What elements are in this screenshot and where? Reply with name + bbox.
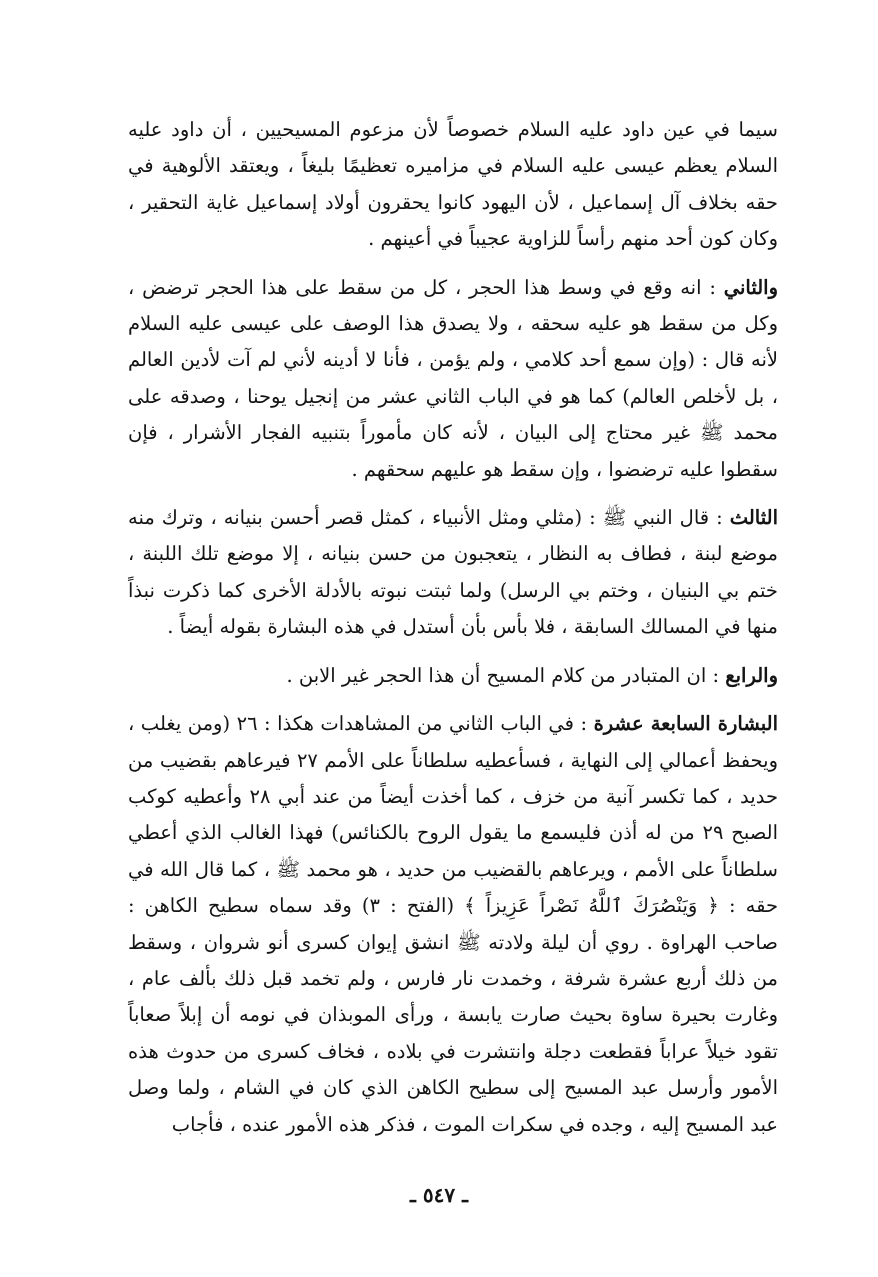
paragraph-1 bbox=[128, 112, 778, 258]
paragraph-4 bbox=[128, 658, 778, 694]
paragraph-5-text: : في الباب الثاني من المشاهدات هكذا : ٢٦ (ومن يغلب ، ويحفظ أعمالي إلى النهاية ، فسأعطيه سلطاناً على الأمم ٢٧ فيرعاهم بقضيب من حديد ، كما تكسر آنية من خزف ، كما أخذت أيضاً من عند أبي ٢٨ وأعطيه كوكب الصبح ٢٩ من له أذن فليسمع ما يقول الروح بالكنائس) فهذا الغالب الذي أعطي سلطاناً على الأمم ، ويرعاهم بالقضيب من حديد ، هو محمد ﷺ ، كما قال الله في حقه : ﴿ وَيَنْصُرَكَ ٱللَّهُ نَصْراً عَزِيزاً ﴾ (الفتح : ٣) وقد سماه سطيح الكاهن : صاحب الهراوة . روي أن ليلة ولادته ﷺ انشق إيوان كسرى أنو شروان ، وسقط من ذلك أربع عشرة شرفة ، وخمدت نار فارس ، ولم تخمد قبل ذلك بألف عام ، وغارت بحيرة ساوة بحيث صارت يابسة ، ورأى الموبذان في نومه أن إبلاً صعاباً تقود خيلاً عراباً فقطعت دجلة وانتشرت في بلاده ، فخاف كسرى من حدوث هذه الأمور وأرسل عبد المسيح إلى سطيح الكاهن الذي كان في الشام ، ولما وصل عبد المسيح إليه ، وجده في سكرات الموت ، فذكر هذه الأمور عنده ، فأجاب bbox=[128, 712, 778, 1136]
paragraph-5 bbox=[128, 706, 778, 1143]
paragraph-2-text: : انه وقع في وسط هذا الحجر ، كل من سقط على هذا الحجر ترضض ، وكل من سقط هو عليه سحقه ، ولا يصدق هذا الوصف على عيسى عليه السلام لأنه قال : (وإن سمع أحد كلامي ، ولم يؤمن ، فأنا لا أدينه لأني لم آت لأدين العالم ، بل لأخلص العالم) كما هو في الباب الثاني عشر من إنجيل يوحنا ، وصدقه على محمد ﷺ غير محتاج إلى البيان ، لأنه كان مأموراً بتنبيه الفجار الأشرار ، فإن سقطوا عليه ترضضوا ، وإن سقط هو عليهم سحقهم . bbox=[128, 275, 778, 481]
paragraph-1-text: سيما في عين داود عليه السلام خصوصاً لأن مزعوم المسيحيين ، أن داود عليه السلام يعظم عيسى عليه السلام في مزاميره تعظيمًا بليغاً ، ويعتقد الألوهية في حقه بخلاف آل إسماعيل ، لأن اليهود كانوا يحقرون أولاد إسماعيل غاية التحقير ، وكان كون أحد منهم رأساً للزاوية عجيباً في أعينهم . bbox=[128, 118, 778, 251]
paragraph-2-lead: والثاني bbox=[723, 275, 778, 299]
page-body bbox=[128, 112, 778, 1155]
paragraph-2 bbox=[128, 270, 778, 488]
paragraph-5-lead: البشارة السابعة عشرة bbox=[593, 712, 778, 736]
paragraph-3 bbox=[128, 500, 778, 646]
page-number: ـ ٥٤٧ ـ bbox=[410, 1183, 468, 1207]
paragraph-4-text: : ان المتبادر من كلام المسيح أن هذا الحجر غير الابن . bbox=[286, 663, 726, 687]
paragraph-4-lead: والرابع bbox=[725, 663, 778, 687]
paragraph-3-text: : قال النبي ﷺ : (مثلي ومثل الأنبياء ، كمثل قصر أحسن بنيانه ، وترك منه موضع لبنة ، فطاف به النظار ، يتعجبون من حسن بنيانه ، إلا موضع تلك اللبنة ، ختم بي البنيان ، وختم بي الرسل) ولما ثبتت نبوته بالأدلة الأخرى كما ذكرت نبذاً منها في المسالك السابقة ، فلا بأس بأن أستدل في هذه البشارة بقوله أيضاً . bbox=[128, 506, 778, 639]
paragraph-3-lead: الثالث bbox=[729, 506, 778, 530]
